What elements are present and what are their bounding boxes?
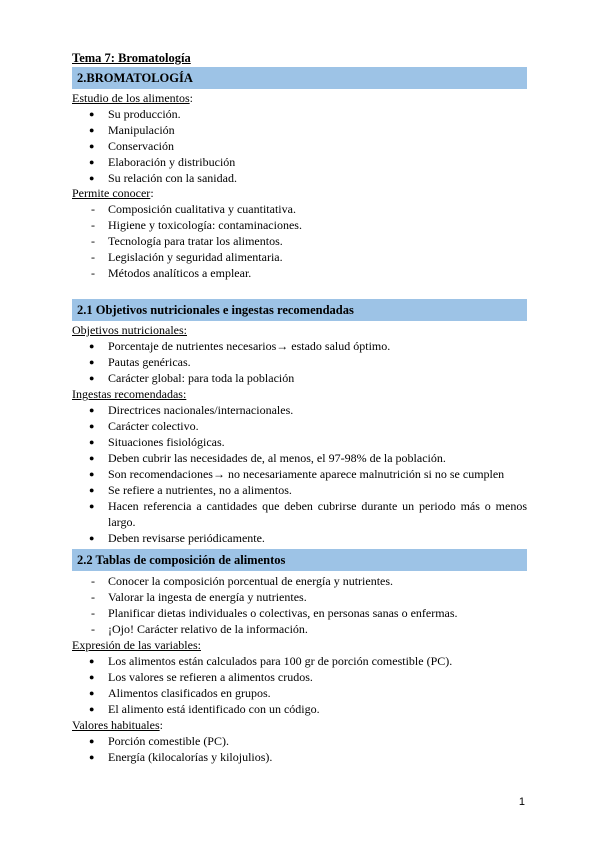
list-item: ● Su producción. <box>89 107 181 121</box>
bullet-icon: ● <box>89 752 95 762</box>
dash-icon: - <box>91 574 95 588</box>
list-item: - Métodos analíticos a emplear. <box>91 266 252 280</box>
list-item: ● Su relación con la sanidad. <box>89 171 237 185</box>
subheading-estudio <box>72 90 193 106</box>
list-item: ● Alimentos clasificados en grupos. <box>89 686 271 700</box>
bullet-icon: ● <box>89 453 95 463</box>
bullet-icon: ● <box>89 373 95 383</box>
section-heading-tablas: 2.2 Tablas de composición de alimentos <box>72 549 527 571</box>
dash-icon: - <box>91 218 95 232</box>
list-item: ● Los valores se refieren a alimentos crudos. <box>89 670 313 684</box>
list-item: - Composición cualitativa y cuantitativa. <box>91 202 296 216</box>
list-item: ● Directrices nacionales/internacionales. <box>89 403 294 417</box>
subheading-suffix: : <box>189 91 193 105</box>
list-item: ● Porcentaje de nutrientes necesarios→ estado salud óptimo. <box>89 339 391 353</box>
list-item: ● Energía (kilocalorías y kilojulios). <box>89 750 273 764</box>
list-item: ● Carácter global: para toda la población <box>89 371 295 385</box>
list-item: - Conocer la composición porcentual de energía y nutrientes. <box>91 574 394 588</box>
bullet-icon: ● <box>89 125 95 135</box>
list-item: ● El alimento está identificado con un código. <box>89 702 320 716</box>
section-heading-bromatologia: 2.BROMATOLOGÍA <box>72 67 527 89</box>
bullet-icon: ● <box>89 485 95 495</box>
list-item: ● Deben cubrir las necesidades de, al menos, el 97-98% de la población. <box>89 451 446 465</box>
list-item: - Higiene y toxicología: contaminaciones. <box>91 218 302 232</box>
list-objetivos <box>72 338 527 386</box>
dash-icon: - <box>91 202 95 216</box>
bullet-icon: ● <box>89 157 95 167</box>
list-item: ● Se refiere a nutrientes, no a alimentos. <box>89 483 292 497</box>
dash-icon: - <box>91 590 95 604</box>
bullet-icon: ● <box>89 109 95 119</box>
bullet-icon: ● <box>89 672 95 682</box>
bullet-icon: ● <box>89 688 95 698</box>
subheading-label: Objetivos nutricionales: <box>72 323 187 337</box>
subheading-suffix: : <box>159 718 163 732</box>
dash-icon: - <box>91 250 95 264</box>
dash-icon: - <box>91 266 95 280</box>
dash-icon: - <box>91 234 95 248</box>
list-ingestas <box>72 402 527 546</box>
list-expresion <box>72 653 527 717</box>
subheading-label: Expresión de las variables: <box>72 638 201 652</box>
bullet-icon: ● <box>89 501 95 511</box>
subheading-permite <box>72 185 154 201</box>
subheading-ingestas <box>72 386 186 402</box>
bullet-icon: ● <box>89 405 95 415</box>
list-item: - Legislación y seguridad alimentaria. <box>91 250 283 264</box>
list-item: ● Porción comestible (PC). <box>89 734 229 748</box>
list-item: ● Carácter colectivo. <box>89 419 199 433</box>
dash-icon: - <box>91 606 95 620</box>
subheading-suffix: : <box>150 186 154 200</box>
list-item: ● Pautas genéricas. <box>89 355 191 369</box>
list-item: ● Hacen referencia a cantidades que deben cubrirse durante un periodo más o menos largo. <box>89 499 527 529</box>
list-item: ● Manipulación <box>89 123 175 137</box>
subheading-valores <box>72 717 163 733</box>
list-item: - ¡Ojo! Carácter relativo de la información. <box>91 622 308 636</box>
subheading-label: Permite conocer <box>72 186 151 200</box>
list-tablas <box>72 573 527 637</box>
bullet-icon: ● <box>89 341 95 351</box>
list-item: - Planificar dietas individuales o colectivas, en personas sanas o enfermas. <box>91 606 458 620</box>
list-item: ● Deben revisarse periódicamente. <box>89 531 265 545</box>
list-item: ● Elaboración y distribución <box>89 155 236 169</box>
bullet-icon: ● <box>89 421 95 431</box>
bullet-icon: ● <box>89 704 95 714</box>
subheading-label: Ingestas recomendadas: <box>72 387 187 401</box>
list-item: ● Los alimentos están calculados para 100 gr de porción comestible (PC). <box>89 654 453 668</box>
subheading-expresion <box>72 637 201 653</box>
subheading-objetivos-nutricionales <box>72 322 187 338</box>
document-title: Tema 7: Bromatología <box>72 51 191 65</box>
list-item: ● Situaciones fisiológicas. <box>89 435 225 449</box>
bullet-icon: ● <box>89 736 95 746</box>
bullet-icon: ● <box>89 533 95 543</box>
bullet-icon: ● <box>89 141 95 151</box>
list-item: ● Son recomendaciones→ no necesariamente aparece malnutrición si no se cumplen <box>89 467 505 481</box>
bullet-icon: ● <box>89 437 95 447</box>
subheading-label: Valores habituales <box>72 718 160 732</box>
dash-icon: - <box>91 622 95 636</box>
list-permite <box>72 201 527 281</box>
bullet-icon: ● <box>89 357 95 367</box>
list-item: ● Conservación <box>89 139 174 153</box>
bullet-icon: ● <box>89 656 95 666</box>
list-item: - Tecnología para tratar los alimentos. <box>91 234 283 248</box>
subheading-label: Estudio de los alimentos <box>72 91 190 105</box>
section-heading-objetivos: 2.1 Objetivos nutricionales e ingestas recomendadas <box>72 299 527 321</box>
bullet-icon: ● <box>89 173 95 183</box>
list-estudio <box>72 106 527 186</box>
bullet-icon: ● <box>89 469 95 479</box>
list-valores <box>72 733 527 765</box>
page-number: 1 <box>518 796 525 808</box>
list-item: - Valorar la ingesta de energía y nutrientes. <box>91 590 307 604</box>
